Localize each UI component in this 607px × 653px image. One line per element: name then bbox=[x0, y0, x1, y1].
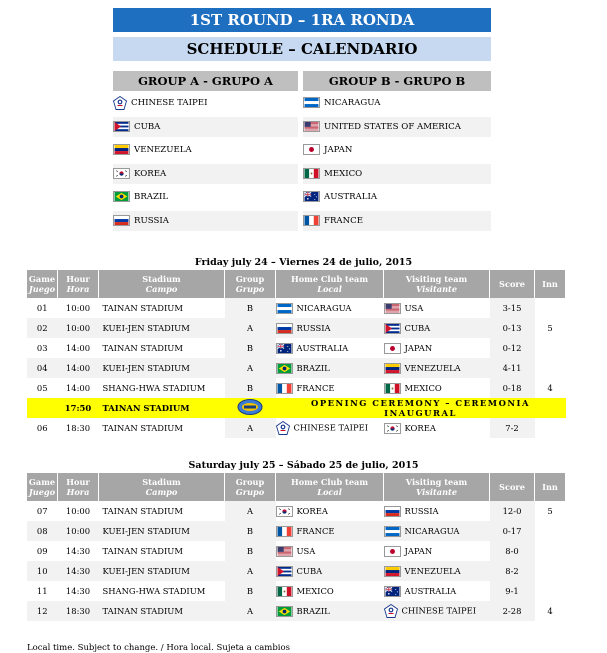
mexico-flag-icon bbox=[276, 586, 293, 597]
column-header-label: Inn bbox=[542, 279, 558, 289]
game-number: 09 bbox=[36, 546, 48, 556]
game-group: A bbox=[225, 561, 276, 581]
visiting-team-name: VENEZUELA bbox=[404, 565, 461, 576]
venezuela-flag-icon bbox=[113, 144, 130, 155]
chinese-taipei-flag-icon bbox=[384, 604, 398, 618]
column-header-group bbox=[225, 270, 276, 298]
game-group: B bbox=[225, 541, 276, 561]
column-header-label-es: Hora bbox=[66, 284, 90, 294]
column-header-label: Stadium bbox=[142, 274, 181, 284]
day-title: Friday july 24 – Viernes 24 de julio, 2015 bbox=[194, 257, 413, 268]
visiting-team-name: CUBA bbox=[404, 322, 431, 333]
column-header-label-es: Local bbox=[317, 487, 342, 497]
group-team-row bbox=[113, 140, 298, 160]
game-innings: 4 bbox=[547, 383, 553, 393]
column-header-label: Inn bbox=[542, 482, 558, 492]
column-header-group bbox=[225, 473, 276, 501]
usa-flag-icon bbox=[384, 303, 401, 314]
game-innings bbox=[535, 338, 566, 358]
schedule-table bbox=[27, 270, 566, 438]
home-team-name: CHINESE TAIPEI bbox=[293, 422, 369, 433]
column-header-label-es: Visitante bbox=[415, 284, 458, 294]
united-states-of-america-flag-icon bbox=[303, 121, 320, 132]
visiting-team bbox=[384, 338, 490, 358]
visiting-team-name: AUSTRALIA bbox=[404, 585, 457, 596]
home-team bbox=[276, 378, 384, 398]
column-header-label: Group bbox=[235, 477, 265, 487]
game-stadium: KUEI-JEN STADIUM bbox=[99, 318, 225, 338]
column-header-label-es: Visitante bbox=[415, 487, 458, 497]
visiting-team bbox=[384, 541, 490, 561]
game-hour: 18:30 bbox=[65, 423, 91, 433]
chinese-taipei-flag-icon bbox=[276, 421, 290, 435]
visiting-team-name: MEXICO bbox=[404, 382, 442, 393]
game-hour: 14:30 bbox=[65, 586, 91, 596]
australia-flag-icon bbox=[303, 191, 320, 202]
france-flag-icon bbox=[276, 383, 293, 394]
group-team-row bbox=[113, 117, 298, 137]
home-team bbox=[276, 521, 384, 541]
home-team bbox=[276, 501, 384, 521]
game-innings bbox=[535, 561, 566, 581]
visiting-team-name: KOREA bbox=[404, 422, 436, 433]
home-team bbox=[276, 561, 384, 581]
column-header-label: Visiting team bbox=[405, 477, 468, 487]
column-header-game bbox=[27, 473, 58, 501]
game-score: 2-28 bbox=[490, 601, 535, 621]
game-stadium: KUEI-JEN STADIUM bbox=[99, 561, 225, 581]
game-group: A bbox=[225, 318, 276, 338]
column-header-label: Visiting team bbox=[405, 274, 468, 284]
visiting-team-name: CHINESE TAIPEI bbox=[401, 605, 477, 616]
australia-flag-icon bbox=[384, 586, 401, 597]
game-number: 02 bbox=[27, 318, 58, 338]
table-row bbox=[27, 298, 566, 318]
game-score: 0-17 bbox=[490, 521, 535, 541]
brazil-flag-icon bbox=[276, 363, 293, 374]
table-row bbox=[27, 581, 566, 601]
column-header-label-es: Hora bbox=[66, 487, 90, 497]
visiting-team bbox=[384, 318, 490, 338]
game-score: 12-0 bbox=[490, 501, 535, 521]
home-team bbox=[276, 418, 384, 438]
home-team bbox=[276, 541, 384, 561]
game-score: 3-15 bbox=[490, 298, 535, 318]
visiting-team-name: NICARAGUA bbox=[404, 525, 460, 536]
game-stadium: KUEI-JEN STADIUM bbox=[99, 521, 225, 541]
game-hour: 14:30 bbox=[58, 561, 99, 581]
home-team-name: USA bbox=[296, 545, 316, 556]
home-team-name: BRAZIL bbox=[296, 362, 330, 373]
game-group: B bbox=[225, 581, 276, 601]
ceremony-stadium: TAINAN STADIUM bbox=[99, 398, 225, 418]
nicaragua-flag-icon bbox=[384, 526, 401, 537]
column-header-label: Score bbox=[499, 482, 525, 492]
column-header-visiting bbox=[384, 270, 490, 298]
game-group: B bbox=[225, 521, 276, 541]
home-team-name: FRANCE bbox=[296, 382, 335, 393]
game-hour: 10:00 bbox=[58, 521, 99, 541]
game-hour: 14:00 bbox=[65, 343, 91, 353]
game-group: B bbox=[225, 378, 276, 398]
visiting-team bbox=[384, 581, 490, 601]
table-row bbox=[27, 338, 566, 358]
table-row bbox=[27, 521, 566, 541]
game-innings bbox=[535, 418, 566, 438]
korea-flag-icon bbox=[276, 506, 293, 517]
visiting-team bbox=[384, 521, 490, 541]
group-a-header: GROUP A - GRUPO A bbox=[113, 71, 298, 91]
column-header-stadium bbox=[99, 473, 225, 501]
game-hour: 10:00 bbox=[65, 303, 91, 313]
cuba-flag-icon bbox=[384, 323, 401, 334]
group-team-row bbox=[113, 164, 298, 184]
table-row bbox=[27, 418, 566, 438]
home-team-name: CUBA bbox=[296, 565, 323, 576]
game-innings bbox=[535, 581, 566, 601]
home-team-name: FRANCE bbox=[296, 525, 335, 536]
game-group: A bbox=[225, 501, 276, 521]
korea-flag-icon bbox=[384, 423, 401, 434]
usa-flag-icon bbox=[276, 546, 293, 557]
game-number: 11 bbox=[36, 586, 48, 596]
mexico-flag-icon bbox=[384, 383, 401, 394]
column-header-label: Stadium bbox=[142, 477, 181, 487]
visiting-team-name: VENEZUELA bbox=[404, 362, 461, 373]
table-row bbox=[27, 601, 566, 621]
table-row bbox=[27, 378, 566, 398]
column-header-label-es: Grupo bbox=[235, 284, 265, 294]
visiting-team bbox=[384, 561, 490, 581]
team-name: RUSSIA bbox=[134, 215, 169, 226]
france-flag-icon bbox=[303, 215, 320, 226]
game-hour: 18:30 bbox=[58, 601, 99, 621]
column-header-visiting bbox=[384, 473, 490, 501]
team-name: FRANCE bbox=[324, 215, 364, 226]
home-team bbox=[276, 318, 384, 338]
column-header-label-es: Local bbox=[317, 284, 342, 294]
game-score: 0-13 bbox=[490, 318, 535, 338]
game-number: 05 bbox=[36, 383, 48, 393]
game-hour: 14:00 bbox=[58, 358, 99, 378]
chinese-taipei-flag-icon bbox=[113, 96, 127, 110]
team-name: JAPAN bbox=[324, 145, 353, 155]
game-number: 07 bbox=[36, 506, 48, 516]
column-header-inn bbox=[535, 270, 566, 298]
home-team bbox=[276, 358, 384, 378]
team-name: KOREA bbox=[134, 168, 167, 179]
column-header-label: Game bbox=[28, 274, 56, 284]
table-row bbox=[27, 541, 566, 561]
game-number: 06 bbox=[36, 423, 48, 433]
brazil-flag-icon bbox=[276, 606, 293, 617]
group-team-row bbox=[303, 164, 491, 184]
game-innings bbox=[535, 298, 566, 318]
home-team bbox=[276, 338, 384, 358]
visiting-team-name: JAPAN bbox=[404, 545, 433, 556]
game-stadium: TAINAN STADIUM bbox=[102, 343, 183, 353]
game-innings: 5 bbox=[547, 506, 553, 516]
group-team-row bbox=[303, 187, 491, 207]
france-flag-icon bbox=[276, 526, 293, 537]
visiting-team bbox=[384, 601, 490, 621]
ceremony-title: OPENING CEREMONY – CEREMONIA INAUGURAL bbox=[276, 398, 566, 418]
game-score: 4-11 bbox=[490, 358, 535, 378]
game-innings bbox=[535, 521, 566, 541]
russia-flag-icon bbox=[113, 215, 130, 226]
game-hour: 10:00 bbox=[58, 318, 99, 338]
game-score: 8-0 bbox=[490, 541, 535, 561]
team-name: CHINESE TAIPEI bbox=[131, 98, 208, 108]
game-score: 7-2 bbox=[490, 418, 535, 438]
column-header-score bbox=[490, 473, 535, 501]
game-number: 01 bbox=[36, 303, 48, 313]
group-team-row bbox=[113, 187, 298, 207]
russia-flag-icon bbox=[276, 323, 293, 334]
home-team-name: MEXICO bbox=[296, 585, 334, 596]
visiting-team bbox=[384, 378, 490, 398]
cuba-flag-icon bbox=[276, 566, 293, 577]
team-name: MEXICO bbox=[324, 168, 363, 179]
home-team-name: AUSTRALIA bbox=[296, 342, 349, 353]
game-stadium: TAINAN STADIUM bbox=[102, 546, 183, 556]
column-header-label-es: Juego bbox=[28, 487, 56, 497]
table-row bbox=[27, 501, 566, 521]
japan-flag-icon bbox=[303, 144, 320, 155]
team-name: BRAZIL bbox=[134, 192, 169, 202]
column-header-inn bbox=[535, 473, 566, 501]
game-stadium: TAINAN STADIUM bbox=[102, 423, 183, 433]
team-name: AUSTRALIA bbox=[324, 192, 378, 202]
column-header-label: Game bbox=[28, 477, 56, 487]
game-stadium: SHANG-HWA STADIUM bbox=[102, 586, 206, 596]
column-header-home bbox=[276, 270, 384, 298]
russia-flag-icon bbox=[384, 506, 401, 517]
group-team-row bbox=[303, 211, 491, 231]
game-stadium: TAINAN STADIUM bbox=[102, 506, 183, 516]
column-header-label-es: Juego bbox=[28, 284, 56, 294]
footer-note: Local time. Subject to change. / Hora local. Sujeta a cambios bbox=[27, 643, 290, 653]
home-team bbox=[276, 581, 384, 601]
mexico-flag-icon bbox=[303, 168, 320, 179]
home-team-name: NICARAGUA bbox=[296, 302, 352, 313]
group-team-row bbox=[303, 117, 491, 137]
game-score: 0-18 bbox=[490, 378, 535, 398]
game-hour: 14:00 bbox=[65, 383, 91, 393]
column-header-label: Group bbox=[235, 274, 265, 284]
home-team-name: KOREA bbox=[296, 505, 328, 516]
column-header-label: Score bbox=[499, 279, 525, 289]
home-team-name: BRAZIL bbox=[296, 605, 330, 616]
game-number: 03 bbox=[36, 343, 48, 353]
column-header-hour bbox=[58, 473, 99, 501]
game-score: 8-2 bbox=[490, 561, 535, 581]
team-name: CUBA bbox=[134, 121, 161, 132]
game-innings bbox=[535, 541, 566, 561]
australia-flag-icon bbox=[276, 343, 293, 354]
group-team-row bbox=[113, 211, 298, 231]
game-number: 12 bbox=[27, 601, 58, 621]
home-team bbox=[276, 601, 384, 621]
game-number: 10 bbox=[27, 561, 58, 581]
team-name: UNITED STATES OF AMERICA bbox=[324, 121, 461, 132]
visiting-team-name: JAPAN bbox=[404, 342, 433, 353]
column-header-label: Hour bbox=[66, 274, 90, 284]
cuba-flag-icon bbox=[113, 121, 130, 132]
column-header-label: Hour bbox=[66, 477, 90, 487]
game-number: 08 bbox=[27, 521, 58, 541]
home-team-name: RUSSIA bbox=[296, 322, 331, 333]
korea-flag-icon bbox=[113, 168, 130, 179]
column-header-label-es: Grupo bbox=[235, 487, 265, 497]
game-stadium: KUEI-JEN STADIUM bbox=[99, 358, 225, 378]
game-stadium: TAINAN STADIUM bbox=[99, 601, 225, 621]
game-hour: 10:00 bbox=[65, 506, 91, 516]
column-header-label-es: Campo bbox=[145, 284, 178, 294]
japan-flag-icon bbox=[384, 546, 401, 557]
column-header-label: Home Club team bbox=[290, 477, 369, 487]
table-row bbox=[27, 561, 566, 581]
game-group: A bbox=[225, 418, 276, 438]
game-stadium: SHANG-HWA STADIUM bbox=[102, 383, 206, 393]
table-row bbox=[27, 318, 566, 338]
group-team-row bbox=[303, 93, 491, 113]
team-name: NICARAGUA bbox=[324, 98, 381, 108]
ceremony-logo bbox=[225, 398, 276, 418]
schedule-table bbox=[27, 473, 566, 621]
nicaragua-flag-icon bbox=[303, 97, 320, 108]
game-innings: 4 bbox=[547, 606, 553, 616]
group-team-row bbox=[113, 93, 298, 113]
visiting-team-name: USA bbox=[404, 302, 424, 313]
team-name: VENEZUELA bbox=[134, 145, 192, 155]
game-group: A bbox=[225, 601, 276, 621]
ceremony-hour: 17:50 bbox=[58, 398, 99, 418]
game-group: B bbox=[225, 298, 276, 318]
game-score: 9-1 bbox=[490, 581, 535, 601]
game-group: B bbox=[225, 338, 276, 358]
page-title: 1ST ROUND – 1RA RONDA bbox=[113, 8, 491, 32]
ceremony-row bbox=[27, 398, 566, 418]
group-team-row bbox=[303, 140, 491, 160]
tournament-logo-icon bbox=[237, 398, 263, 416]
column-header-hour bbox=[58, 270, 99, 298]
japan-flag-icon bbox=[384, 343, 401, 354]
game-group: A bbox=[225, 358, 276, 378]
visiting-team-name: RUSSIA bbox=[404, 505, 439, 516]
visiting-team bbox=[384, 298, 490, 318]
column-header-label: Home Club team bbox=[290, 274, 369, 284]
day-title: Saturday july 25 – Sábado 25 de julio, 2015 bbox=[188, 460, 419, 471]
venezuela-flag-icon bbox=[384, 566, 401, 577]
column-header-home bbox=[276, 473, 384, 501]
column-header-game bbox=[27, 270, 58, 298]
table-row bbox=[27, 358, 566, 378]
venezuela-flag-icon bbox=[384, 363, 401, 374]
nicaragua-flag-icon bbox=[276, 303, 293, 314]
game-stadium: TAINAN STADIUM bbox=[102, 303, 183, 313]
visiting-team bbox=[384, 501, 490, 521]
game-innings: 5 bbox=[547, 323, 553, 333]
home-team bbox=[276, 298, 384, 318]
column-header-stadium bbox=[99, 270, 225, 298]
brazil-flag-icon bbox=[113, 191, 130, 202]
group-b-header: GROUP B - GRUPO B bbox=[303, 71, 491, 91]
visiting-team bbox=[384, 418, 490, 438]
game-hour: 14:30 bbox=[65, 546, 91, 556]
column-header-score bbox=[490, 270, 535, 298]
game-score: 0-12 bbox=[490, 338, 535, 358]
visiting-team bbox=[384, 358, 490, 378]
game-number: 04 bbox=[27, 358, 58, 378]
game-innings bbox=[535, 358, 566, 378]
page-subtitle: SCHEDULE – CALENDARIO bbox=[113, 37, 491, 61]
column-header-label-es: Campo bbox=[145, 487, 178, 497]
